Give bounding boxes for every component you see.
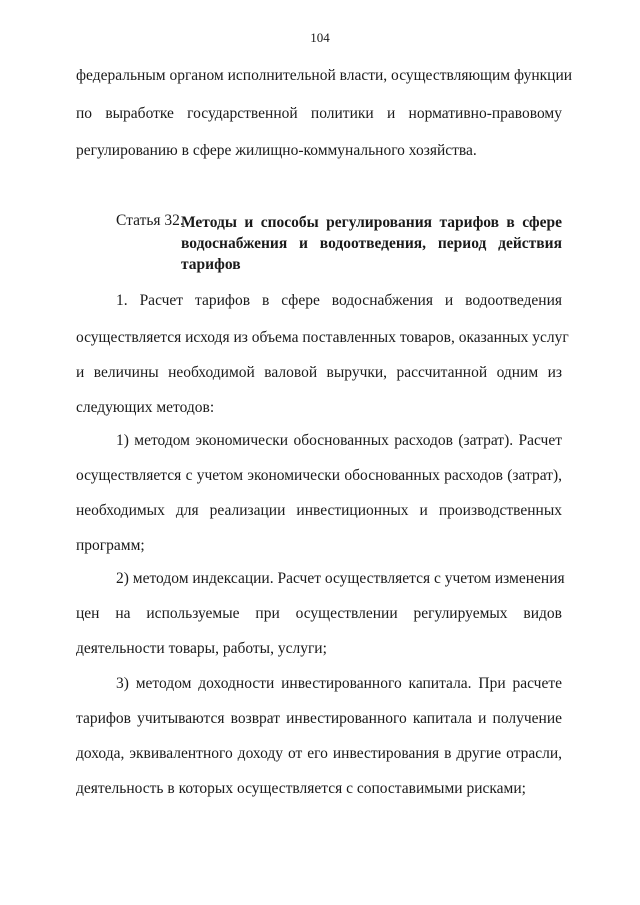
list-item-line: 3) методом доходности инвестированного капитала. При расчете xyxy=(116,675,562,692)
paragraph-line: осуществляется исходя из объема поставленных товаров, оказанных услуг xyxy=(76,329,569,346)
list-item-line: 2) методом индексации. Расчет осуществляется с учетом изменения xyxy=(116,570,565,587)
article-title xyxy=(181,212,562,275)
intro-line: по выработке государственной политики и нормативно-правовому xyxy=(76,105,562,122)
paragraph-line: следующих методов: xyxy=(76,399,215,416)
paragraph-line: 1. Расчет тарифов в сфере водоснабжения и водоотведения xyxy=(116,292,562,309)
list-item-line: необходимых для реализации инвестиционных и производственных xyxy=(76,502,562,519)
page-number: 104 xyxy=(310,30,330,45)
list-item-line: осуществляется с учетом экономически обоснованных расходов (затрат), xyxy=(76,467,562,484)
list-item-line: программ; xyxy=(76,537,145,554)
article-label: Статья 32. xyxy=(116,212,184,229)
article-title-line: тарифов xyxy=(181,256,241,273)
list-item-line: тарифов учитываются возврат инвестированного капитала и получение xyxy=(76,710,562,727)
list-item-line: цен на используемые при осуществлении регулируемых видов xyxy=(76,605,562,622)
paragraph-line: и величины необходимой валовой выручки, рассчитанной одним из xyxy=(76,364,562,381)
article-title-line: водоснабжения и водоотведения, период действия xyxy=(181,235,562,252)
intro-line: регулированию в сфере жилищно-коммунального хозяйства. xyxy=(76,142,477,159)
list-item-line: деятельности товары, работы, услуги; xyxy=(76,640,327,657)
list-item-line: дохода, эквивалентного доходу от его инвестирования в другие отрасли, xyxy=(76,745,562,762)
list-item-line: 1) методом экономически обоснованных расходов (затрат). Расчет xyxy=(116,432,562,449)
intro-line: федеральным органом исполнительной власти, осуществляющим функции xyxy=(76,67,573,84)
list-item-line: деятельность в которых осуществляется с сопоставимыми рисками; xyxy=(76,780,526,797)
article-title-line: Методы и способы регулирования тарифов в сфере xyxy=(181,214,562,231)
